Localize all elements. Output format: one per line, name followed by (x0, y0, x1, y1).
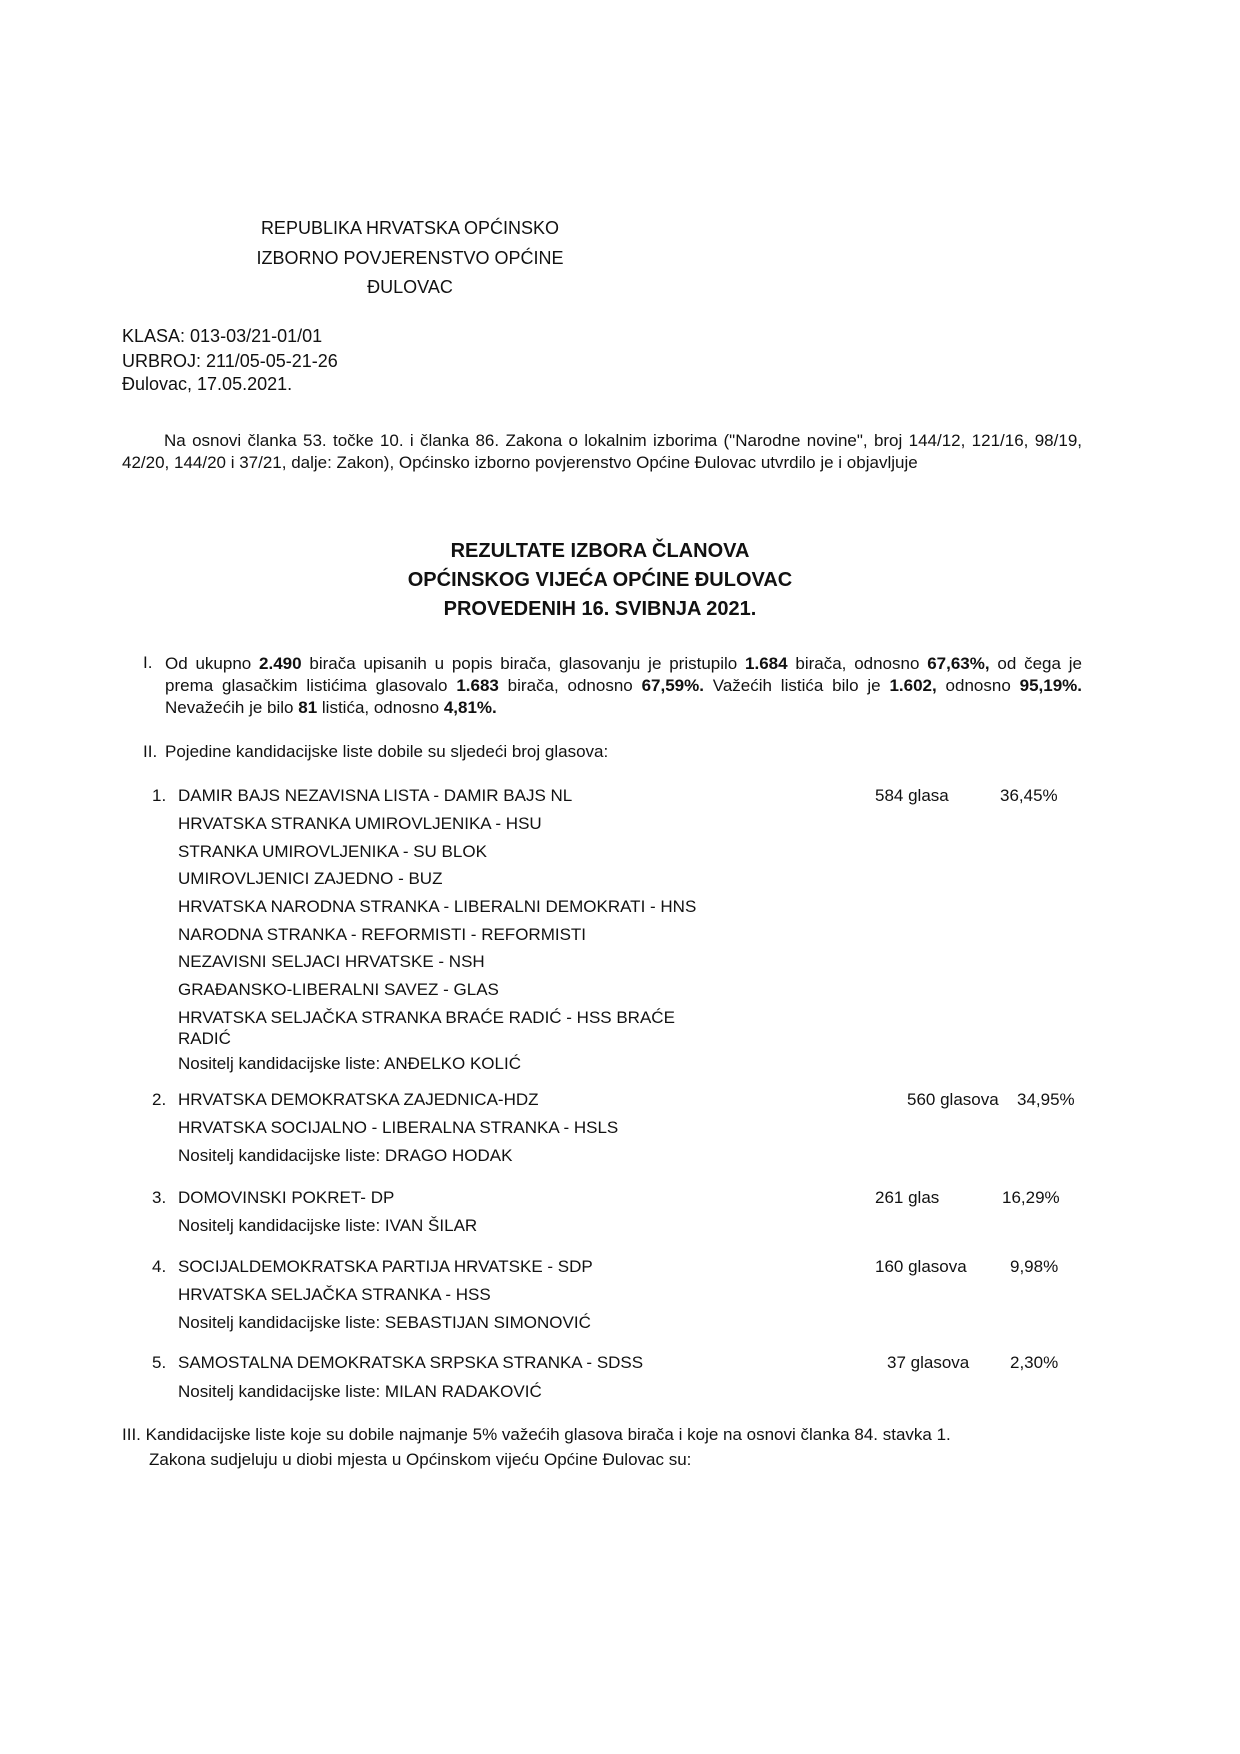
list-4-votes: 160 glasova (875, 1257, 967, 1276)
list-1-party-4: UMIROVLJENICI ZAJEDNO - BUZ (178, 869, 443, 888)
list-1-number: 1. (152, 786, 167, 805)
section-2-numeral: II. (143, 742, 158, 761)
title-line-1: REZULTATE IZBORA ČLANOVA (450, 540, 750, 562)
section-3-numeral: III. (122, 1425, 141, 1444)
list-1-party-7: NEZAVISNI SELJACI HRVATSKE - NSH (178, 952, 485, 971)
list-1-party-9-cont: RADIĆ (178, 1029, 231, 1048)
list-3-votes: 261 glas (875, 1188, 940, 1207)
header-line-3: ĐULOVAC (367, 277, 453, 297)
list-3-number: 3. (152, 1188, 167, 1207)
list-4-holder: Nositelj kandidacijske liste: SEBASTIJAN SIMONOVIĆ (178, 1313, 591, 1332)
title-line-2: OPĆINSKOG VIJEĆA OPĆINE ĐULOVAC (407, 569, 793, 591)
list-2-number: 2. (152, 1090, 167, 1109)
list-1-holder: Nositelj kandidacijske liste: ANĐELKO KOLIĆ (178, 1054, 521, 1073)
list-4-party-1: SOCIJALDEMOKRATSKA PARTIJA HRVATSKE - SDP (178, 1257, 593, 1276)
section-3-line-2: Zakona sudjeluju u diobi mjesta u Općinskom vijeću Općine Đulovac su: (149, 1450, 692, 1469)
document-date: Đulovac, 17.05.2021. (122, 374, 293, 394)
list-5-percent: 2,30% (1010, 1353, 1059, 1372)
section-1-numeral: I. (143, 653, 153, 672)
list-4-percent: 9,98% (1010, 1257, 1059, 1276)
header-line-1: REPUBLIKA HRVATSKA OPĆINSKO (260, 218, 560, 238)
list-5-number: 5. (152, 1353, 167, 1372)
list-3-holder: Nositelj kandidacijske liste: IVAN ŠILAR (178, 1216, 478, 1235)
list-5-holder: Nositelj kandidacijske liste: MILAN RADAKOVIĆ (178, 1382, 542, 1401)
list-3-party-1: DOMOVINSKI POKRET- DP (178, 1188, 395, 1207)
title-line-3: PROVEDENIH 16. SVIBNJA 2021. (443, 598, 757, 620)
klasa: KLASA: 013-03/21-01/01 (122, 326, 323, 346)
list-1-party-6: NARODNA STRANKA - REFORMISTI - REFORMISTI (178, 925, 587, 944)
document-title (300, 537, 900, 624)
list-4-party-2: HRVATSKA SELJAČKA STRANKA - HSS (178, 1285, 491, 1304)
section-3-line-1: Kandidacijske liste koje su dobile najmanje 5% važećih glasova birača i koje na osnovi članka 84. stavka 1. (145, 1425, 951, 1444)
list-2-votes: 560 glasova (907, 1090, 999, 1109)
list-5-votes: 37 glasova (887, 1353, 970, 1372)
list-1-party-9: HRVATSKA SELJAČKA STRANKA BRAĆE RADIĆ - HSS BRAĆE (178, 1008, 675, 1027)
list-1-party-2: HRVATSKA STRANKA UMIROVLJENIKA - HSU (178, 814, 542, 833)
list-4-number: 4. (152, 1257, 167, 1276)
list-1-party-8: GRAĐANSKO-LIBERALNI SAVEZ - GLAS (178, 980, 499, 999)
list-2-holder: Nositelj kandidacijske liste: DRAGO HODAK (178, 1146, 513, 1165)
list-1-party-3: STRANKA UMIROVLJENIKA - SU BLOK (178, 842, 487, 861)
intro-paragraph (122, 430, 1082, 474)
list-1-party-5: HRVATSKA NARODNA STRANKA - LIBERALNI DEMOKRATI - HNS (178, 897, 697, 916)
list-1-percent: 36,45% (1000, 786, 1058, 805)
list-2-percent: 34,95% (1017, 1090, 1075, 1109)
list-1-party-1: DAMIR BAJS NEZAVISNA LISTA - DAMIR BAJS NL (178, 786, 573, 805)
list-3-percent: 16,29% (1002, 1188, 1060, 1207)
list-2-party-2: HRVATSKA SOCIJALNO - LIBERALNA STRANKA - HSLS (178, 1118, 619, 1137)
urbroj: URBROJ: 211/05-05-21-26 (122, 351, 338, 371)
section-1-text: Od ukupno 2.490 birača upisanih u popis birača, glasovanju je pristupilo 1.684 birača, odnosno 67,63%, od čega je prema glasačkim listićima glasovalo 1.683 birača, odnosno 67,59%. Važećih listića bilo je 1.602, odnosno 95,19%. Nevažećih je bilo 81 listića, odnosno 4,81%. (165, 654, 1082, 717)
header-line-2: IZBORNO POVJERENSTVO OPĆINE (256, 248, 564, 268)
section-2-intro: Pojedine kandidacijske liste dobile su sljedeći broj glasova: (165, 742, 609, 761)
list-5-party-1: SAMOSTALNA DEMOKRATSKA SRPSKA STRANKA - SDSS (178, 1353, 644, 1372)
list-1-votes: 584 glasa (875, 786, 949, 805)
section-3-first-line (122, 1425, 951, 1445)
intro-text: Na osnovi članka 53. točke 10. i članka 86. Zakona o lokalnim izborima ("Narodne novine", broj 144/12, 121/16, 98/19, 42/20, 144/20 i 37/21, dalje: Zakon), Općinsko izborno povjerenstvo Općine Đulovac utvrdilo je i objavljuje (122, 431, 1082, 472)
list-2-party-1: HRVATSKA DEMOKRATSKA ZAJEDNICA-HDZ (178, 1090, 539, 1109)
